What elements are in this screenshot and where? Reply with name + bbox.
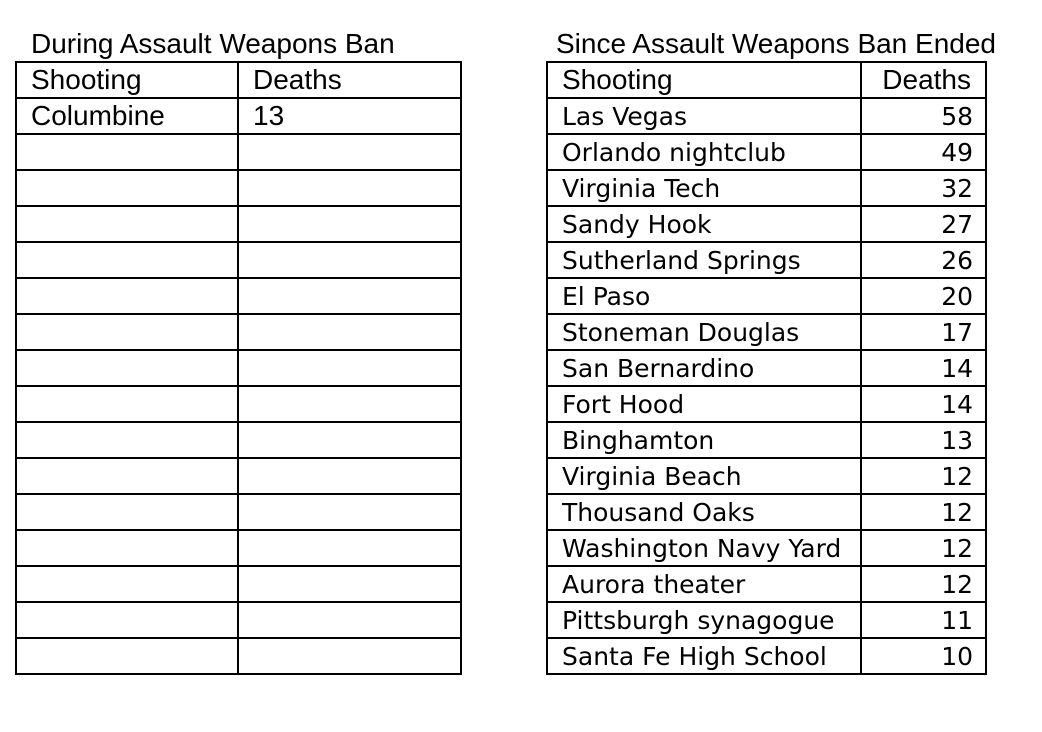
- left-table-title: During Assault Weapons Ban: [31, 28, 395, 59]
- table-row: [16, 278, 461, 314]
- shooting-name-cell: [16, 314, 238, 350]
- shooting-name-cell: [16, 206, 238, 242]
- deaths-count-cell: [238, 170, 461, 206]
- shooting-name-cell: [16, 458, 238, 494]
- table-row: [16, 530, 461, 566]
- deaths-count-cell: 10: [861, 638, 986, 674]
- shooting-name-cell: Orlando nightclub: [547, 134, 861, 170]
- shooting-name-cell: El Paso: [547, 278, 861, 314]
- table-row: [16, 422, 461, 458]
- table-row: [547, 566, 986, 602]
- deaths-count-cell: 20: [861, 278, 986, 314]
- shooting-name-cell: [16, 170, 238, 206]
- table-row: [547, 314, 986, 350]
- table-row: [547, 602, 986, 638]
- shooting-name-cell: Columbine: [16, 98, 238, 134]
- table-row: [16, 386, 461, 422]
- deaths-count-cell: [238, 314, 461, 350]
- table-row: [16, 566, 461, 602]
- shooting-name-cell: Stoneman Douglas: [547, 314, 861, 350]
- shooting-name-cell: Las Vegas: [547, 98, 861, 134]
- deaths-count-cell: [238, 242, 461, 278]
- shooting-name-cell: Binghamton: [547, 422, 861, 458]
- shooting-name-cell: Santa Fe High School: [547, 638, 861, 674]
- deaths-count-cell: [238, 458, 461, 494]
- right-table-title: Since Assault Weapons Ban Ended: [556, 28, 997, 59]
- table-row: [547, 98, 986, 134]
- table-row: [16, 602, 461, 638]
- shooting-name-cell: Virginia Tech: [547, 170, 861, 206]
- table-row: [547, 350, 986, 386]
- deaths-count-cell: 12: [861, 566, 986, 602]
- table-row: [16, 458, 461, 494]
- shooting-name-cell: [16, 242, 238, 278]
- table-row: [547, 386, 986, 422]
- shooting-name-cell: Sutherland Springs: [547, 242, 861, 278]
- deaths-count-cell: [238, 206, 461, 242]
- shooting-column-header: Shooting: [16, 62, 238, 98]
- during-ban-table: [15, 61, 462, 675]
- table-row: [547, 638, 986, 674]
- table-row: [16, 314, 461, 350]
- table-row: [547, 422, 986, 458]
- deaths-count-cell: [238, 350, 461, 386]
- table-row: [547, 170, 986, 206]
- table-header-row: [16, 62, 461, 98]
- shooting-name-cell: [16, 494, 238, 530]
- deaths-count-cell: 26: [861, 242, 986, 278]
- table-row: [547, 278, 986, 314]
- shooting-name-cell: Sandy Hook: [547, 206, 861, 242]
- deaths-count-cell: 27: [861, 206, 986, 242]
- table-row: [547, 134, 986, 170]
- deaths-count-cell: [238, 422, 461, 458]
- deaths-count-cell: [238, 602, 461, 638]
- shooting-name-cell: [16, 350, 238, 386]
- deaths-count-cell: [238, 566, 461, 602]
- deaths-count-cell: 49: [861, 134, 986, 170]
- deaths-column-header: Deaths: [861, 62, 986, 98]
- shooting-column-header: Shooting: [547, 62, 861, 98]
- shooting-name-cell: [16, 278, 238, 314]
- deaths-count-cell: 13: [238, 98, 461, 134]
- deaths-count-cell: 12: [861, 530, 986, 566]
- shooting-name-cell: [16, 602, 238, 638]
- shooting-name-cell: [16, 386, 238, 422]
- table-row: [16, 638, 461, 674]
- table-row: [547, 242, 986, 278]
- table-row: [16, 494, 461, 530]
- deaths-count-cell: [238, 530, 461, 566]
- table-row: [547, 494, 986, 530]
- table-row: [16, 98, 461, 134]
- table-header-row: [547, 62, 986, 98]
- deaths-count-cell: 32: [861, 170, 986, 206]
- table-row: [16, 242, 461, 278]
- deaths-count-cell: [238, 638, 461, 674]
- deaths-count-cell: 12: [861, 494, 986, 530]
- shooting-name-cell: Washington Navy Yard: [547, 530, 861, 566]
- shooting-name-cell: [16, 638, 238, 674]
- table-row: [547, 458, 986, 494]
- deaths-count-cell: 17: [861, 314, 986, 350]
- deaths-count-cell: 13: [861, 422, 986, 458]
- shooting-name-cell: [16, 566, 238, 602]
- deaths-count-cell: [238, 278, 461, 314]
- deaths-count-cell: 58: [861, 98, 986, 134]
- shooting-name-cell: [16, 530, 238, 566]
- deaths-count-cell: [238, 134, 461, 170]
- deaths-count-cell: [238, 386, 461, 422]
- shooting-name-cell: Thousand Oaks: [547, 494, 861, 530]
- since-ban-ended-table: [546, 61, 987, 675]
- table-row: [16, 350, 461, 386]
- deaths-count-cell: [238, 494, 461, 530]
- shooting-name-cell: Fort Hood: [547, 386, 861, 422]
- shooting-name-cell: Virginia Beach: [547, 458, 861, 494]
- deaths-count-cell: 11: [861, 602, 986, 638]
- shooting-name-cell: Aurora theater: [547, 566, 861, 602]
- deaths-column-header: Deaths: [238, 62, 461, 98]
- shooting-name-cell: San Bernardino: [547, 350, 861, 386]
- table-row: [16, 134, 461, 170]
- table-row: [547, 206, 986, 242]
- shooting-name-cell: [16, 422, 238, 458]
- shooting-name-cell: [16, 134, 238, 170]
- table-row: [547, 530, 986, 566]
- deaths-count-cell: 14: [861, 350, 986, 386]
- deaths-count-cell: 14: [861, 386, 986, 422]
- table-row: [16, 170, 461, 206]
- shooting-name-cell: Pittsburgh synagogue: [547, 602, 861, 638]
- table-row: [16, 206, 461, 242]
- deaths-count-cell: 12: [861, 458, 986, 494]
